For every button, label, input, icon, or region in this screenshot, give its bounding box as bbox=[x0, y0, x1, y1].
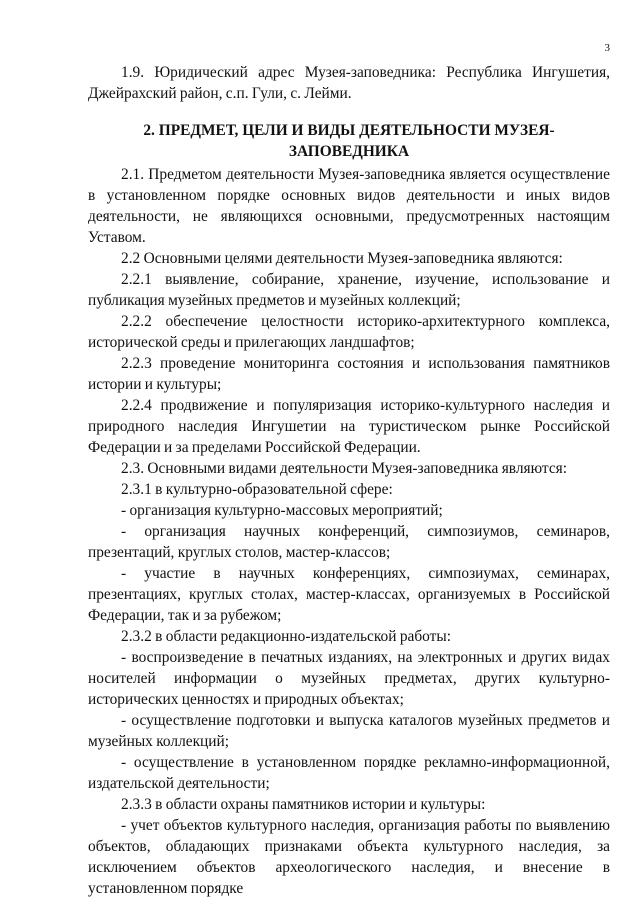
paragraph-1-9: 1.9. Юридический адрес Музея-заповедника: Республика Ингушетия, Джейрахский район, с.п. Гули, с. Лейми. bbox=[88, 64, 610, 102]
document-body bbox=[88, 62, 610, 899]
paragraph-2-3-2: 2.3.2 в области редакционно-издательской работы: bbox=[121, 628, 452, 645]
paragraph-2-2-3: 2.2.3 проведение мониторинга состояния и использования памятников истории и культуры; bbox=[88, 355, 610, 393]
paragraph-2-3: 2.3. Основными видами деятельности Музея-заповедника являются: bbox=[121, 460, 567, 477]
list-item: - организация культурно-массовых мероприятий; bbox=[121, 502, 443, 519]
paragraph-2-2-4: 2.2.4 продвижение и популяризация историко-культурного наследия и природного наследия Ингушетии на туристическом рынке Российской Федерации и за пределами Российской Федерации. bbox=[88, 397, 610, 456]
list-item: - учет объектов культурного наследия, организация работы по выявлению объектов, обладающих признаками объекта культурного наследия, за исключением объектов археологического наследия, и внесение в установленном порядке bbox=[88, 817, 610, 897]
paragraph-2-2: 2.2 Основными целями деятельности Музея-заповедника являются: bbox=[121, 250, 563, 267]
paragraph-2-2-1: 2.2.1 выявление, собирание, хранение, изучение, использование и публикация музейных предметов и музейных коллекций; bbox=[88, 271, 610, 309]
list-item: - организация научных конференций, симпозиумов, семинаров, презентаций, круглых столов, мастер-классов; bbox=[88, 523, 610, 561]
list-item: - воспроизведение в печатных изданиях, на электронных и других видах носителей информации о музейных предметах, других культурно-исторических ценностях и природных объектах; bbox=[88, 649, 610, 708]
paragraph-2-1: 2.1. Предметом деятельности Музея-заповедника является осуществление в установленном порядке основных видов деятельности и иных видов деятельности, не являющихся основными, предусмотренных настоящим Уставом. bbox=[88, 166, 610, 246]
paragraph-2-2-2: 2.2.2 обеспечение целостности историко-архитектурного комплекса, исторической среды и прилегающих ландшафтов; bbox=[88, 313, 610, 351]
list-item: - участие в научных конференциях, симпозиумах, семинарах, презентациях, круглых столах, мастер-классах, организуемых в Российской Федерации, так и за рубежом; bbox=[88, 565, 610, 624]
paragraph-2-3-1: 2.3.1 в культурно-образовательной сфере: bbox=[121, 481, 393, 498]
list-item: - осуществление в установленном порядке рекламно-информационной, издательской деятельности; bbox=[88, 754, 610, 792]
section-heading: 2. ПРЕДМЕТ, ЦЕЛИ И ВИДЫ ДЕЯТЕЛЬНОСТИ МУЗЕЯ-ЗАПОВЕДНИКА bbox=[143, 122, 555, 160]
page-number: 3 bbox=[604, 42, 610, 54]
list-item: - осуществление подготовки и выпуска каталогов музейных предметов и музейных коллекций; bbox=[88, 712, 610, 750]
paragraph-2-3-3: 2.3.3 в области охраны памятников истории и культуры: bbox=[121, 796, 486, 813]
